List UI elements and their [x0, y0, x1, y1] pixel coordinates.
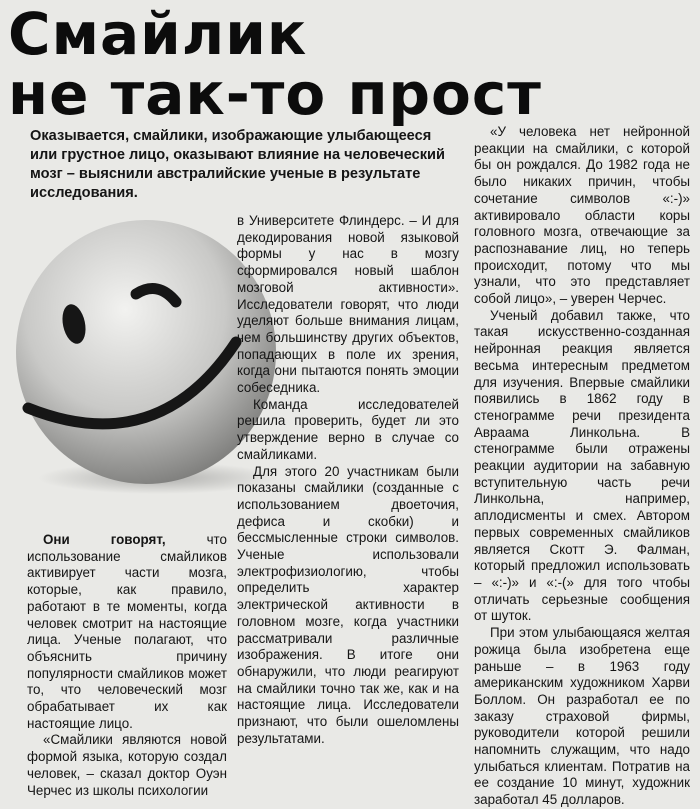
- lead-paragraph: Оказывается, смайлики, изображающие улыбающееся или грустное лицо, оказывают влияние на человеческий мозг – выяснили австралийские ученые в результате исследования.: [30, 128, 446, 201]
- paragraph: в Университете Флиндерс. – И для декодирования новой языковой формы у нас в мозгу сформировался новый шаблон мозговой активности». Исследователи говорят, что люди уделяют больше внимания лицам, чем большинству других объектов, попадающих в поле их зрения, когда они пытаются понять эмоции собеседника.: [237, 213, 459, 396]
- paragraph: Они говорят, что использование смайликов активирует части мозга, которые, как правило, работают в те моменты, когда человек смотрит на настоящие лица. Ученые полагают, что объяснить причину популярности смайликов может то, что человеческий мозг обрабатывает их как настоящие лицо.: [27, 532, 227, 731]
- winking-smiley-icon: [8, 210, 276, 500]
- paragraph: Команда исследователей решила проверить, будет ли это утверждение верно в случае со смайликами.: [237, 396, 459, 462]
- paragraph: «Смайлики являются новой формой языка, которую создал человек, – сказал доктор Оуэн Черчес из школы психологии: [27, 732, 227, 798]
- headline: [8, 0, 698, 128]
- paragraph: Для этого 20 участникам были показаны смайлики (созданные с использованием двоеточия, дефиса и скобки) и бессмысленные строки символов. Ученые использовали электрофизиологию, чтобы определить характер электрической активности в головном мозге, когда участники рассматривали различные изображения. В итоге они обнаружили, что люди реагируют на смайлики точно так же, как и на настоящие лица. Исследователи признают, что были ошеломлены результатами.: [237, 463, 459, 746]
- paragraph: Ученый добавил также, что такая искусственно-созданная нейронная реакция является весьма интересным предметом для изучения. Впервые смайлики появились в 1862 году в стенограмме речи президента Авраама Линкольна. В стенограмме были отражены реакции аудитории на забавную вступительную часть речи Линкольна, например, аплодисменты и смех. Автором первых современных смайликов является Скотт Э. Фалман, который предложил использовать – «:-)» и «:-(» для того чтобы отличать серьезные сообщения от шуток.: [474, 307, 690, 624]
- paragraph: При этом улыбающаяся желтая рожица была изобретена еще раньше – в 1963 году американским художником Харви Боллом. Он разработал ее по заказу страховой фирмы, руководители которой решили напомнить служащим, что надо улыбаться клиентам. Потратив на ее создание 10 минут, художник заработал 45 долларов.: [474, 625, 690, 808]
- headline-line-2: не так-то прост: [8, 60, 542, 128]
- headline-line-1: Смайлик: [8, 0, 308, 68]
- paragraph: «У человека нет нейронной реакции на смайлики, с которой бы он рождался. До 1982 года не было никаких причин, чтобы сочетание символов «:-)» активировало области коры головного мозга, отвечающие за распознавание лиц, но теперь происходит, потому что мы узнали, что это представляет собой лицо», – уверен Черчес.: [474, 124, 690, 307]
- column-1: [27, 532, 227, 799]
- column-3: [474, 124, 690, 809]
- paragraph-lead-in: Они говорят,: [43, 532, 166, 547]
- column-2: [237, 213, 459, 748]
